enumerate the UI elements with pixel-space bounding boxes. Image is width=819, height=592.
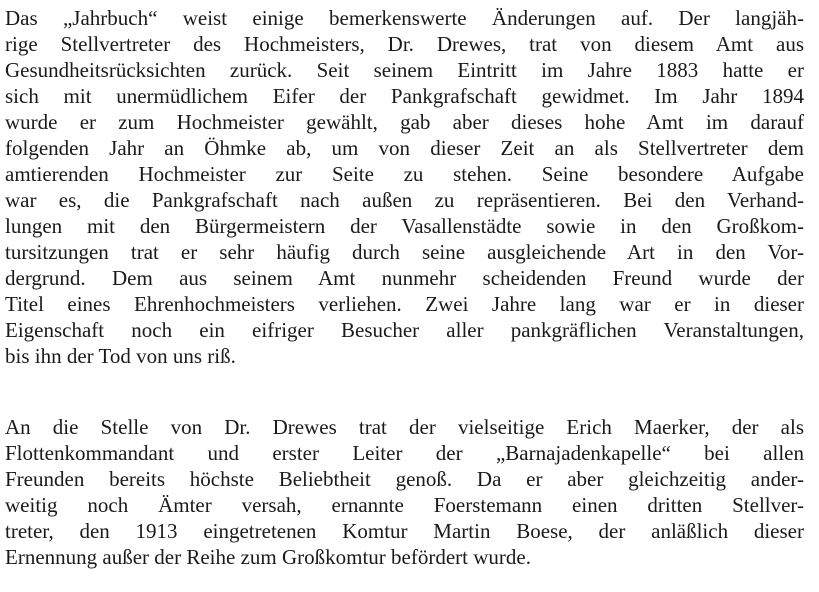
text-line: Ernennung außer der Reihe zum Großkomtur befördert wurde.	[5, 545, 531, 569]
text-line: war es, die Pankgrafschaft nach außen zu repräsentieren. Bei den Verhand-	[5, 188, 804, 212]
text-line: An die Stelle von Dr. Drewes trat der vielseitige Erich Maerker, der als	[5, 415, 804, 439]
text-line: amtierenden Hochmeister zur Seite zu stehen. Seine besondere Aufgabe	[5, 162, 804, 186]
text-line: Eigenschaft noch ein eifriger Besucher aller pankgräflichen Veranstaltungen,	[5, 318, 804, 342]
text-line: rige Stellvertreter des Hochmeisters, Dr. Drewes, trat von diesem Amt aus	[5, 32, 804, 56]
text-line: dergrund. Dem aus seinem Amt nunmehr scheidenden Freund wurde der	[5, 266, 804, 290]
text-line: Gesundheitsrücksichten zurück. Seit seinem Eintritt im Jahre 1883 hatte er	[5, 58, 804, 82]
text-line: sich mit unermüdlichem Eifer der Pankgrafschaft gewidmet. Im Jahr 1894	[5, 84, 804, 108]
text-line: treter, den 1913 eingetretenen Komtur Martin Boese, der anläßlich dieser	[5, 519, 804, 543]
text-line: folgenden Jahr an Öhmke ab, um von dieser Zeit an als Stellvertreter dem	[5, 136, 804, 160]
text-line: weitig noch Ämter versah, ernannte Foerstemann einen dritten Stellver-	[5, 493, 804, 517]
text-line: wurde er zum Hochmeister gewählt, gab aber dieses hohe Amt im darauf	[5, 110, 804, 134]
text-line: Flottenkommandant und erster Leiter der „Barnajadenkapelle“ bei allen	[5, 441, 804, 465]
text-line: lungen mit den Bürgermeistern der Vasallenstädte sowie in den Großkom-	[5, 214, 804, 238]
text-line: Titel eines Ehrenhochmeisters verliehen. Zwei Jahre lang war er in dieser	[5, 292, 804, 316]
text-line: Das „Jahrbuch“ weist einige bemerkenswerte Änderungen auf. Der langjäh-	[5, 6, 804, 30]
text-line: Freunden bereits höchste Beliebtheit genoß. Da er aber gleichzeitig ander-	[5, 467, 804, 491]
text-line: bis ihn der Tod von uns riß.	[5, 344, 236, 368]
text-line: tursitzungen trat er sehr häufig durch seine ausgleichende Art in den Vor-	[5, 240, 804, 264]
